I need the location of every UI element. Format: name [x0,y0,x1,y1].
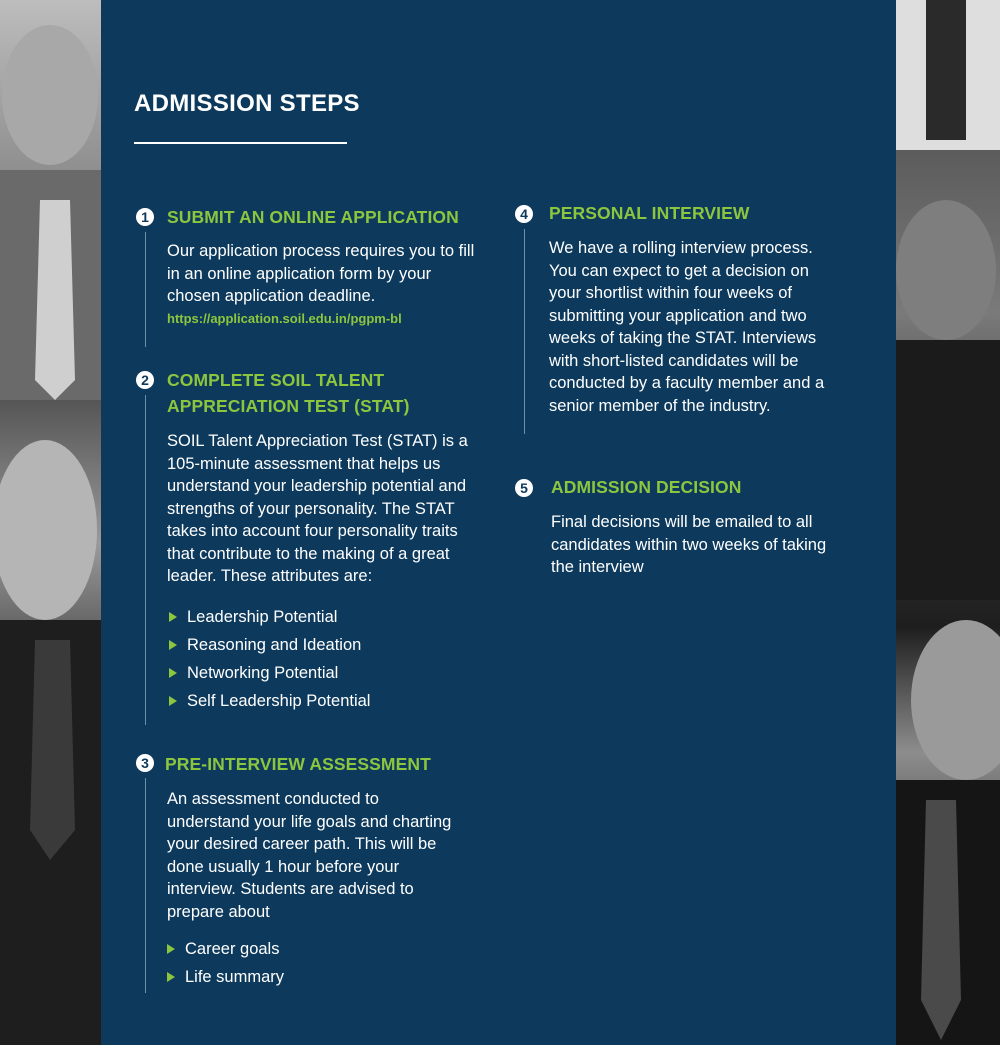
step-description: We have a rolling interview process. You can expect to get a decision on your shortlist within four weeks of submitting your application and two weeks of taking the STAT. Interviews with short-listed candidates will be conducted by a faculty member and a senior member of the industry. [549,239,825,415]
step-heading: PRE-INTERVIEW ASSESSMENT [165,754,431,774]
bullet-arrow-icon [167,972,175,982]
admission-steps-panel [101,0,896,1045]
step-number-badge: 5 [515,479,533,497]
bullet-arrow-icon [169,640,177,650]
people-photo-left [0,0,101,1045]
step-number-badge: 2 [136,371,154,389]
list-item: Networking Potential [167,659,487,687]
step-description: Our application process requires you to fill in an online application form by your chosen application deadline. [167,242,475,305]
right-photo-strip [896,0,1000,1045]
list-item: Leadership Potential [167,603,487,631]
step-heading: PERSONAL INTERVIEW [549,203,750,223]
application-link[interactable]: https://application.soil.edu.in/pgpm-bl [167,310,402,326]
bullet-arrow-icon [169,612,177,622]
step-connector-line [524,229,525,434]
step-heading: SUBMIT AN ONLINE APPLICATION [167,207,459,227]
bullet-arrow-icon [169,696,177,706]
list-item: Reasoning and Ideation [167,631,487,659]
step-connector-line [145,395,146,725]
list-item: Self Leadership Potential [167,687,487,715]
step-number-badge: 3 [136,754,154,772]
step-description: An assessment conducted to understand your life goals and charting your desired career path. This will be done usually 1 hour before your interview. Students are advised to prepare about [167,790,452,921]
left-photo-strip [0,0,101,1045]
list-item: Life summary [165,963,465,991]
step-connector-line [145,232,146,347]
bullet-arrow-icon [167,944,175,954]
attribute-list [167,603,487,715]
people-photo-right [896,0,1000,1045]
preparation-list [165,935,465,991]
step-heading: ADMISSION DECISION [551,477,742,497]
step-body [167,240,487,330]
list-item: Career goals [165,935,465,963]
step-connector-line [145,778,146,993]
step-description: Final decisions will be emailed to all candidates within two weeks of taking the interview [551,513,827,576]
page-title: ADMISSION STEPS [134,90,360,117]
step-description: SOIL Talent Appreciation Test (STAT) is a 105-minute assessment that helps us understand your leadership potential and strengths of your personality. The STAT takes into account four personality traits that contribute to the making of a great leader. These attributes are: [167,432,468,585]
step-number-badge: 4 [515,205,533,223]
step-heading: COMPLETE SOIL TALENT APPRECIATION TEST (STAT) [167,370,410,416]
bullet-arrow-icon [169,668,177,678]
title-divider [134,142,347,144]
step-number-badge: 1 [136,208,154,226]
